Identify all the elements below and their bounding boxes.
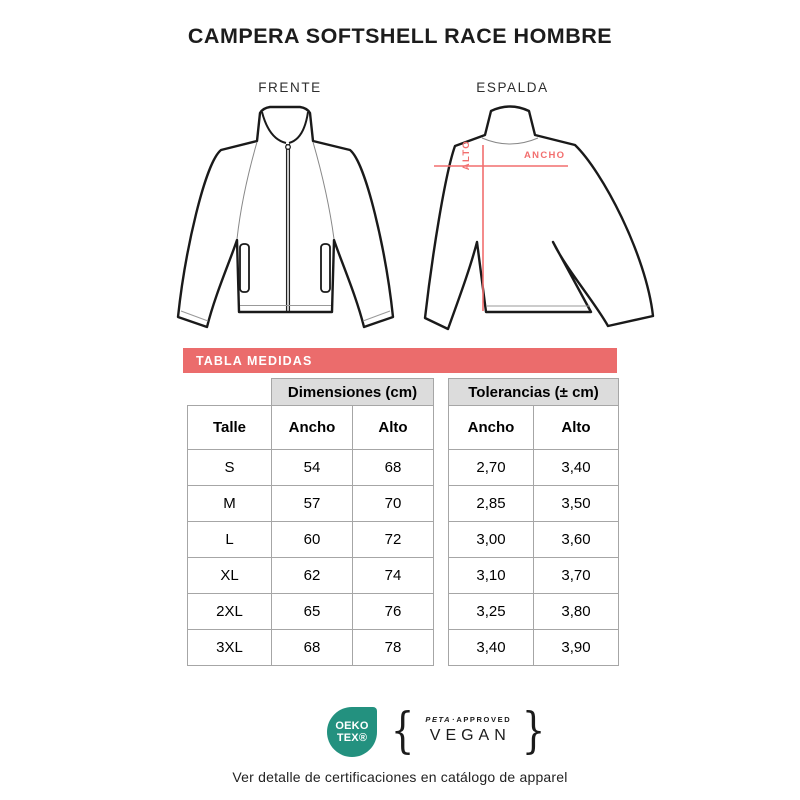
front-figure-label: FRENTE: [258, 80, 322, 95]
ancho-measure-label: ANCHO: [524, 150, 566, 161]
tolerances-tbody: [449, 450, 619, 666]
oeko-logo-line2: TEX®: [336, 732, 368, 744]
tabla-medidas-banner: [183, 348, 617, 373]
table-row: [188, 594, 434, 630]
tol-ancho-cell: 2,70: [449, 450, 534, 486]
banner-label: TABLA MEDIDAS: [196, 354, 313, 368]
peta-approved-vegan-logo: [388, 701, 549, 759]
talle-cell: S: [188, 450, 272, 486]
dim-ancho-column-header: Ancho: [272, 406, 353, 450]
tol-alto-cell: 3,60: [534, 522, 619, 558]
talle-column-header: Talle: [188, 406, 272, 450]
approved-word: APPROVED: [456, 715, 512, 724]
dim-alto-cell: 78: [353, 630, 434, 666]
dimensions-group-header: Dimensiones (cm): [272, 379, 434, 406]
tol-alto-column-header: Alto: [534, 406, 619, 450]
table-row: [449, 594, 619, 630]
table-row: [449, 630, 619, 666]
table-row: [449, 558, 619, 594]
talle-cell: XL: [188, 558, 272, 594]
jacket-back-svg: [420, 98, 670, 340]
left-brace-icon: {: [390, 701, 415, 759]
jacket-back-illustration: [420, 98, 670, 340]
table-row: [449, 486, 619, 522]
peta-separator: ·: [452, 715, 457, 724]
talle-cell: 3XL: [188, 630, 272, 666]
tol-ancho-cell: 3,40: [449, 630, 534, 666]
tol-alto-cell: 3,40: [534, 450, 619, 486]
peta-word: PETA: [425, 715, 452, 724]
dim-alto-cell: 70: [353, 486, 434, 522]
dim-alto-cell: 74: [353, 558, 434, 594]
back-figure-label: ESPALDA: [476, 80, 549, 95]
dim-alto-cell: 72: [353, 522, 434, 558]
table-row: [188, 522, 434, 558]
tol-alto-cell: 3,90: [534, 630, 619, 666]
talle-cell: 2XL: [188, 594, 272, 630]
dim-ancho-cell: 65: [272, 594, 353, 630]
talle-cell: M: [188, 486, 272, 522]
dim-alto-cell: 68: [353, 450, 434, 486]
peta-approved-line: [424, 715, 512, 724]
tol-alto-cell: 3,70: [534, 558, 619, 594]
tol-ancho-cell: 3,00: [449, 522, 534, 558]
tolerances-group-header: Tolerancias (± cm): [449, 379, 619, 406]
tolerances-table: [448, 378, 619, 666]
vegan-word: VEGAN: [429, 727, 511, 744]
alto-measure-label: ALTO: [461, 140, 472, 171]
dim-ancho-cell: 54: [272, 450, 353, 486]
tol-alto-cell: 3,50: [534, 486, 619, 522]
oeko-logo-line1: OEKO: [335, 720, 369, 732]
table-row: [449, 450, 619, 486]
tol-alto-cell: 3,80: [534, 594, 619, 630]
table-row: [188, 486, 434, 522]
tol-ancho-cell: 2,85: [449, 486, 534, 522]
dim-ancho-cell: 60: [272, 522, 353, 558]
dim-ancho-cell: 62: [272, 558, 353, 594]
dimensions-table: [187, 378, 434, 666]
table-row: [449, 522, 619, 558]
dim-alto-cell: 76: [353, 594, 434, 630]
table-row: [188, 558, 434, 594]
measurement-tables: [187, 378, 619, 666]
right-brace-icon: }: [522, 701, 546, 759]
empty-corner-cell: [188, 379, 272, 406]
tol-ancho-column-header: Ancho: [449, 406, 534, 450]
jacket-front-svg: [160, 98, 410, 340]
oeko-tex-logo: [327, 707, 377, 757]
zipper-pull-icon: [286, 145, 291, 150]
page-title: CAMPERA SOFTSHELL RACE HOMBRE: [187, 24, 613, 48]
table-row: [188, 450, 434, 486]
front-left-pocket: [240, 244, 249, 292]
table-row: [188, 630, 434, 666]
tol-ancho-cell: 3,10: [449, 558, 534, 594]
dimensions-tbody: [188, 450, 434, 666]
dim-alto-column-header: Alto: [353, 406, 434, 450]
dim-ancho-cell: 57: [272, 486, 353, 522]
front-right-pocket: [321, 244, 330, 292]
peta-logo-text: [424, 715, 512, 745]
talle-cell: L: [188, 522, 272, 558]
back-jacket-outline: [425, 107, 653, 330]
footer-note: Ver detalle de certificaciones en catálogo de apparel: [232, 769, 568, 785]
tol-ancho-cell: 3,25: [449, 594, 534, 630]
front-jacket-outline: [178, 107, 393, 327]
dim-ancho-cell: 68: [272, 630, 353, 666]
jacket-front-illustration: [160, 98, 410, 340]
